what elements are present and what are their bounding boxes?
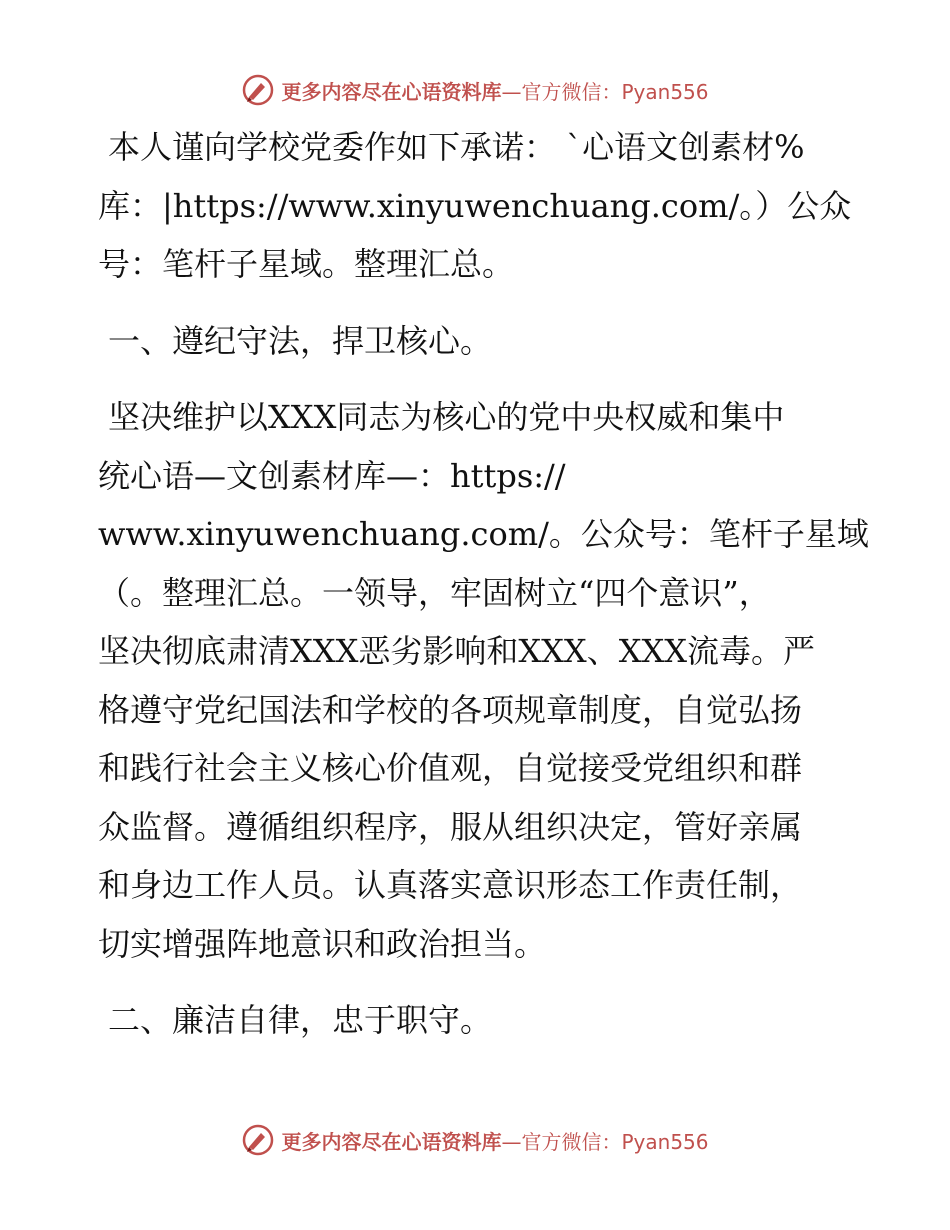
banner-separator: — — [501, 1129, 522, 1154]
section-heading-1 — [98, 312, 858, 371]
banner-slogan: 更多内容尽在心语资料库 — [281, 79, 502, 104]
banner-text — [281, 76, 708, 105]
text-line: 坚决维护以XXX同志为核心的党中央权威和集中 — [108, 398, 785, 436]
banner-text — [281, 1126, 708, 1155]
document-body — [98, 118, 869, 1050]
text-line: 本人谨向学校党委作如下承诺： `心语文创素材% — [108, 128, 805, 166]
text-line: 众监督。遵循组织程序，服从组织决定，管好亲属 — [98, 807, 803, 846]
banner-separator: — — [501, 79, 522, 104]
banner-wechat-id: Pyan556 — [621, 79, 709, 104]
text-line: 格遵守党纪国法和学校的各项规章制度，自觉弘扬 — [98, 690, 803, 729]
banner-wechat-label: 官方微信： — [521, 1129, 622, 1154]
text-line: 统心语—文创素材库—：https:// — [98, 456, 566, 495]
pen-logo-icon — [241, 1123, 275, 1157]
heading-text: 二、廉洁自律，忠于职守。 — [108, 1001, 493, 1039]
text-line: 切实增强阵地意识和政治担当。 — [98, 924, 547, 963]
text-line: 和践行社会主义核心价值观，自觉接受党组织和群 — [98, 749, 803, 787]
pen-logo-icon — [241, 73, 275, 107]
text-line: 坚决彻底肃清XXX恶劣影响和XXX、XXX流毒。严 — [98, 632, 816, 670]
text-line: 和身边工作人员。认真落实意识形态工作责任制， — [98, 866, 803, 904]
paragraph-pledge-intro — [98, 118, 858, 294]
text-line: （。整理汇总。一领导，牢固树立“四个意识”， — [98, 573, 771, 612]
footer-banner — [0, 1120, 950, 1160]
paragraph-section-1 — [98, 388, 869, 973]
text-line: 库：|https://www.xinyuwenchuang.com/。）公众 — [98, 186, 852, 225]
text-line: www.xinyuwenchuang.com/。公众号：笔杆子星域 — [98, 515, 869, 553]
banner-wechat-id: Pyan556 — [621, 1129, 709, 1154]
section-heading-2 — [98, 991, 858, 1050]
header-banner — [0, 70, 950, 110]
banner-wechat-label: 官方微信： — [521, 79, 622, 104]
heading-text: 一、遵纪守法，捍卫核心。 — [108, 321, 493, 360]
banner-slogan: 更多内容尽在心语资料库 — [281, 1129, 502, 1154]
text-line: 号：笔杆子星域。整理汇总。 — [98, 245, 515, 283]
